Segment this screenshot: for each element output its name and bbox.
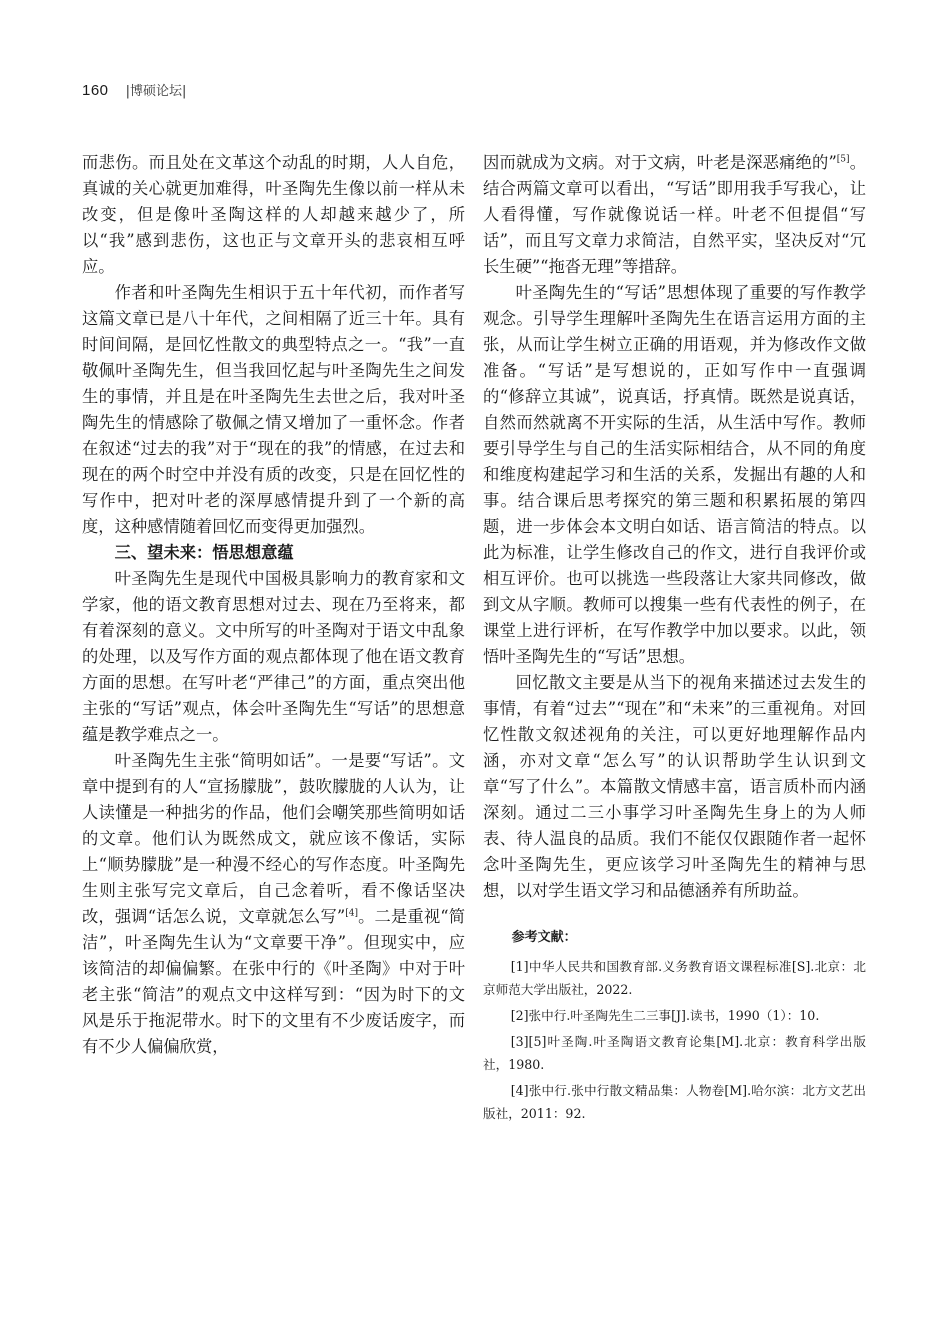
citation-marker: [5] xyxy=(836,154,850,165)
paragraph: 叶圣陶先生是现代中国极具影响力的教育家和文学家，他的语文教育思想对过去、现在乃至将来，都有着深刻的意义。文中所写的叶圣陶对于语文中乱象的处理，以及写作方面的观点都体现了他在语文教育方面的思想。在写叶老“严律己”的方面，重点突出他主张的“写话”观点，体会叶圣陶先生“写话”的思想意蕴是教学难点之一。 xyxy=(82,569,465,744)
reference-item: [2]张中行.叶圣陶先生二三事[J].读书，1990（1）：10. xyxy=(510,1008,820,1023)
paragraph-text: 因而就成为文病。对于文病，叶老是深恶痛绝的” xyxy=(483,153,837,172)
references xyxy=(483,926,866,1125)
running-header xyxy=(82,80,186,104)
paragraph-text: 叶圣陶先生主张“简明如话”。一是要“写话”。文章中提到有的人“宣扬朦胧”，鼓吹朦胧的人认为，让人读懂是一种拙劣的作品，他们会嘲笑那些简明如话的文章。他们认为既然成文，就应该不像话，实际上“顺势朦胧”是一种漫不经心的写作态度。叶圣陶先生则主张写完文章后，自己念着听，看不像话坚决改，强调“话怎么说，文章就怎么写” xyxy=(82,751,465,926)
section-name: |博硕论坛| xyxy=(125,84,187,99)
page-number: 160 xyxy=(82,82,109,99)
citation-marker: [4] xyxy=(345,908,358,919)
paragraph: 作者和叶圣陶先生相识于五十年代初，而作者写这篇文章已是八十年代，之间相隔了近三十年。具有时间间隔，是回忆性散文的典型特点之一。“我”一直敬佩叶圣陶先生，但当我回忆起与叶圣陶先生之间发生的事情，并且是在叶圣陶先生去世之后，我对叶圣陶先生的情感除了敬佩之情又增加了一重怀念。作者在叙述“过去的我”对于“现在的我”的情感，在过去和现在的两个时空中并没有质的改变，只是在回忆性的写作中，把对叶老的深厚感情提升到了一个新的高度，这种感情随着回忆而变得更加强烈。 xyxy=(82,283,465,536)
paragraph xyxy=(483,150,866,280)
paragraph: 回忆散文主要是从当下的视角来描述过去发生的事情，有着“过去”“现在”和“未来”的三重视角。对回忆性散文叙述视角的关注，可以更好地理解作品内涵，亦对文章“怎么写”的认识帮助学生认识到文章“写了什么”。本篇散文情感丰富，语言质朴而内涵深刻。通过二三小事学习叶圣陶先生身上的为人师表、待人温良的品质。我们不能仅仅跟随作者一起怀念叶圣陶先生，更应该学习叶圣陶先生的精神与思想，以对学生语文学习和品德涵养有所助益。 xyxy=(483,673,866,900)
reference-item: [1]中华人民共和国教育部.义务教育语文课程标准[S].北京：北京师范大学出版社，2022. xyxy=(483,959,866,997)
paragraph: 而悲伤。而且处在文革这个动乱的时期，人人自危，真诚的关心就更加难得，叶圣陶先生像以前一样从未改变，但是像叶圣陶这样的人却越来越少了，所以“我”感到悲伤，这也正与文章开头的悲哀相互呼应。 xyxy=(82,153,465,276)
section-heading: 三、望未来：悟思想意蕴 xyxy=(114,543,294,562)
paragraph-text: 。二是重视“简洁”，叶圣陶先生认为“文章要干净”。但现实中，应该简洁的却偏偏繁。在张中行的《叶圣陶》中对于叶老主张“简洁”的观点文中这样写到：“因为时下的文风是乐于拖泥带水。时下的文里有不少废话废字，而有不少人偏偏欣赏， xyxy=(82,907,466,1056)
reference-item: [3][5]叶圣陶.叶圣陶语文教育论集[M].北京：教育科学出版社，1980. xyxy=(483,1034,866,1072)
paragraph-text: 。结合两篇文章可以看出，“写话”即用我手写我心，让人看得懂，写作就像说话一样。叶老不但提倡“写话”，而且写文章力求简洁，自然平实，坚决反对“冗长生硬”“拖沓无理”等措辞。 xyxy=(483,153,866,276)
left-column xyxy=(82,150,465,1060)
right-column xyxy=(483,150,866,1128)
reference-item: [4]张中行.张中行散文精品集：人物卷[M].哈尔滨：北方文艺出版社，2011：92. xyxy=(483,1083,866,1121)
paragraph xyxy=(82,748,465,1060)
paragraph: 叶圣陶先生的“写话”思想体现了重要的写作教学观念。引导学生理解叶圣陶先生在语言运用方面的主张，从而让学生树立正确的用语观，并为修改作文做准备。“写话”是写想说的，正如写作中一直强调的“修辞立其诚”，说真话，抒真情。既然是说真话，自然而然就离不开实际的生活，从生活中写作。教师要引导学生与自己的生活实际相结合，从不同的角度和维度构建起学习和生活的关系，发掘出有趣的人和事。结合课后思考探究的第三题和积累拓展的第四题，进一步体会本文明白如话、语言简洁的特点。以此为标准，让学生修改自己的作文，进行自我评价或相互评价。也可以挑选一些段落让大家共同修改，做到文从字顺。教师可以搜集一些有代表性的例子，在课堂上进行评析，在写作教学中加以要求。以此，领悟叶圣陶先生的“写话”思想。 xyxy=(483,283,866,666)
references-title: 参考文献： xyxy=(511,930,577,945)
